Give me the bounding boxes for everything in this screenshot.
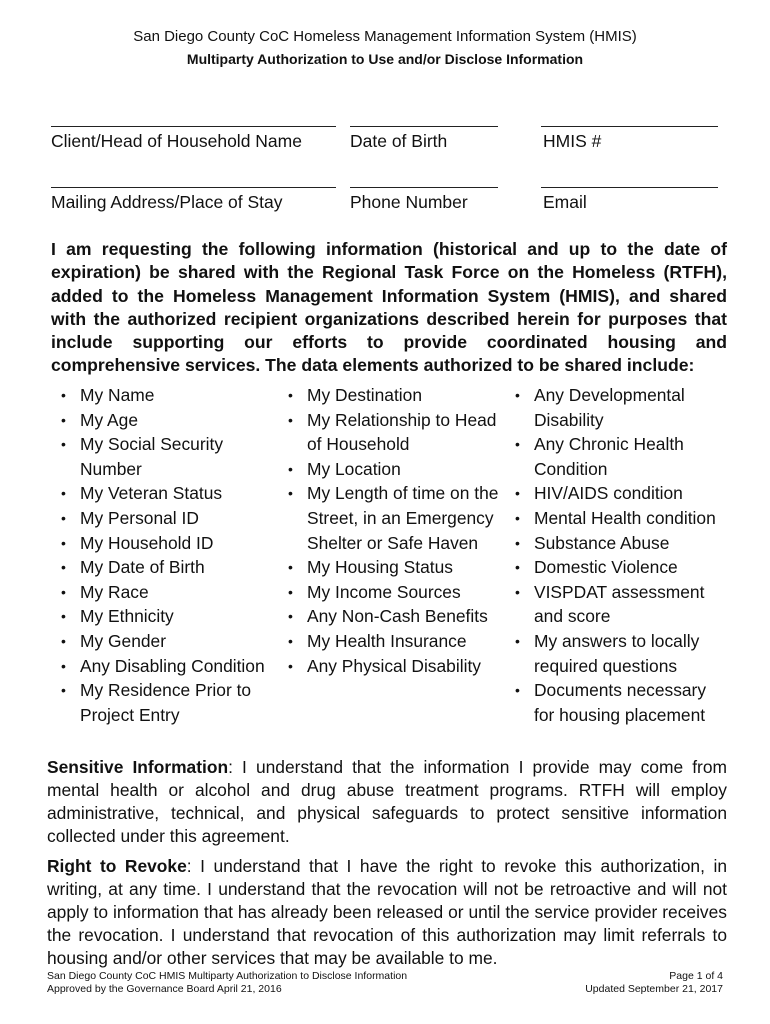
footer-page-number: Page 1 of 4: [669, 970, 723, 982]
sensitive-information-paragraph: [47, 756, 727, 848]
date-of-birth-label: Date of Birth: [350, 131, 448, 151]
data-element-item: • My Ethnicity: [57, 604, 272, 629]
data-element-item: • Any Physical Disability: [284, 654, 504, 679]
right-to-revoke-text: : I understand that I have the right to revoke this authorization, in writing, at any time. I understand that the revocation will not be retroactive and will not apply to information that has already been released or until the service provider receives the revocation. I understand that revocation of this authorization may limit referrals to housing and/or other services that may be available to me.: [47, 856, 727, 968]
footer-left: [47, 970, 407, 996]
phone-number-label: Phone Number: [350, 192, 468, 212]
data-element-item: • My Household ID: [57, 531, 272, 556]
email-label: Email: [543, 192, 587, 212]
data-element-item: • HIV/AIDS condition: [511, 481, 726, 506]
footer-updated-date: Updated September 21, 2017: [585, 983, 723, 995]
hmis-number-label: HMIS #: [543, 131, 602, 151]
data-element-item: • My Veteran Status: [57, 481, 272, 506]
data-element-item: • Mental Health condition: [511, 506, 726, 531]
data-element-item: • My Health Insurance: [284, 629, 504, 654]
right-to-revoke-paragraph: [47, 855, 727, 970]
footer-form-name: San Diego County CoC HMIS Multiparty Authorization to Disclose Information: [47, 970, 408, 982]
data-element-item: • My Age: [57, 408, 272, 433]
data-element-item: • My Social Security Number: [57, 432, 272, 481]
data-element-item: • Domestic Violence: [511, 555, 726, 580]
sensitive-information-text: : I understand that the information I provide may come from mental health or alcohol and drug abuse treatment programs. RTFH will employ administrative, technical, and physical safeguards to protect sensitive information collected under this agreement.: [47, 757, 727, 846]
data-element-item: • My Relationship to Head of Household: [284, 408, 504, 457]
client-name-label: Client/Head of Household Name: [51, 131, 302, 151]
data-element-item: • Any Non-Cash Benefits: [284, 604, 504, 629]
data-element-item: • My Location: [284, 457, 504, 482]
data-elements-column-1: [57, 383, 272, 727]
data-element-item: • Substance Abuse: [511, 531, 726, 556]
footer-right: [585, 970, 723, 996]
document-subtitle: Multiparty Authorization to Use and/or Disclose Information: [186, 51, 584, 67]
data-element-item: • My answers to locally required questions: [511, 629, 726, 678]
data-element-item: • My Residence Prior to Project Entry: [57, 678, 272, 727]
right-to-revoke-heading: Right to Revoke: [47, 856, 187, 876]
data-element-item: • My Personal ID: [57, 506, 272, 531]
data-elements-column-2: [284, 383, 504, 678]
data-element-item: • My Name: [57, 383, 272, 408]
data-element-item: • Any Developmental Disability: [511, 383, 726, 432]
data-element-item: • Any Disabling Condition: [57, 654, 272, 679]
phone-number-field[interactable]: [350, 187, 498, 188]
data-element-item: • Documents necessary for housing placement: [511, 678, 726, 727]
email-field[interactable]: [541, 187, 718, 188]
document-title: San Diego County CoC Homeless Management Information System (HMIS): [133, 28, 637, 45]
data-element-item: • My Length of time on the Street, in an Emergency Shelter or Safe Haven: [284, 481, 504, 555]
mailing-address-field[interactable]: [51, 187, 336, 188]
footer-approved-date: Approved by the Governance Board April 21, 2016: [47, 983, 282, 995]
mailing-address-label: Mailing Address/Place of Stay: [51, 192, 283, 212]
client-name-field[interactable]: [51, 126, 336, 127]
data-element-item: • My Housing Status: [284, 555, 504, 580]
date-of-birth-field[interactable]: [350, 126, 498, 127]
data-element-item: • My Destination: [284, 383, 504, 408]
data-element-item: • My Gender: [57, 629, 272, 654]
data-element-item: • VISPDAT assessment and score: [511, 580, 726, 629]
hmis-number-field[interactable]: [541, 126, 718, 127]
data-elements-column-3: [511, 383, 726, 727]
authorization-statement: I am requesting the following information (historical and up to the date of expiration) be shared with the Regional Task Force on the Homeless (RTFH), added to the Homeless Management Information System (HMIS), and shared with the authorized recipient organizations described herein for purposes that include supporting our efforts to provide coordinated housing and comprehensive services. The data elements authorized to be shared include:: [51, 239, 727, 376]
data-element-item: • Any Chronic Health Condition: [511, 432, 726, 481]
data-element-item: • My Income Sources: [284, 580, 504, 605]
data-element-item: • My Date of Birth: [57, 555, 272, 580]
sensitive-information-heading: Sensitive Information: [47, 757, 229, 777]
data-element-item: • My Race: [57, 580, 272, 605]
